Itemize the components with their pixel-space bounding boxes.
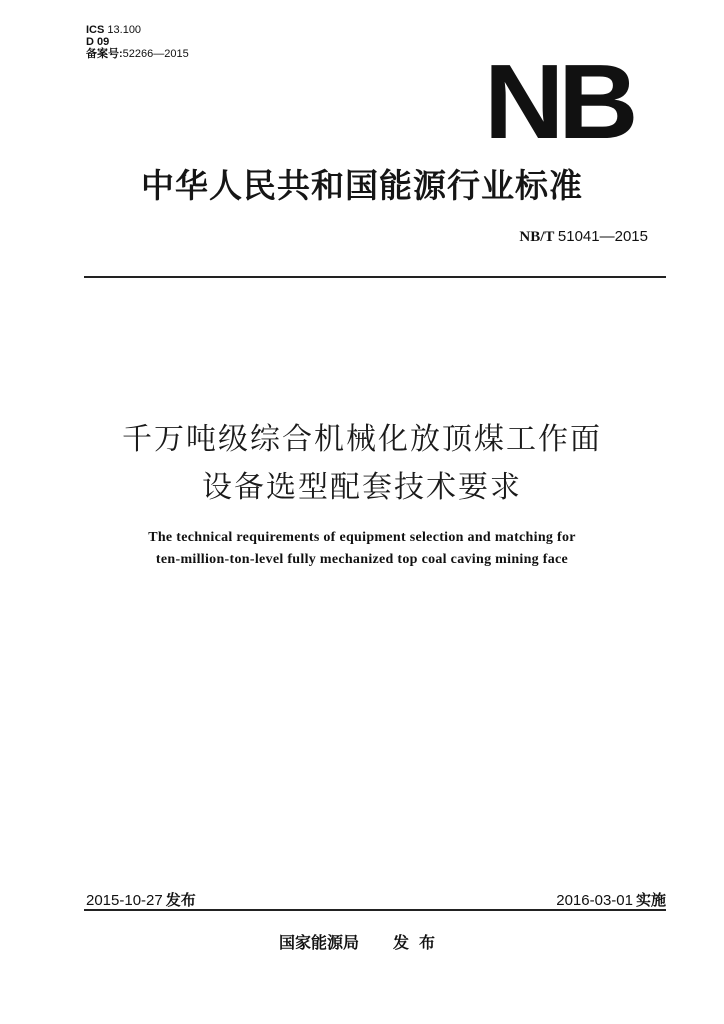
ics-line [86,24,189,36]
publisher-line [0,930,724,953]
effective-date-label: 实施 [635,892,666,909]
top-divider [84,276,666,278]
filing-label: 备案号: [86,48,123,60]
publisher-name: 国家能源局 [278,933,359,952]
nb-logo: NB [484,43,633,161]
publish-date [86,889,196,910]
ccs-code: D 09 [86,36,110,48]
filing-line [86,48,189,60]
classification-codes [86,24,189,60]
ics-label: ICS [86,24,105,36]
standard-category-title: 中华人民共和国能源行业标准 [141,166,583,205]
filing-number: 52266—2015 [122,48,189,60]
bottom-divider [84,909,666,911]
english-title-line-2: ten-million-ton-level fully mechanized top coal caving mining face [155,552,569,567]
standard-number-value: 51041—2015 [557,228,648,245]
publish-date-value: 2015-10-27 [86,892,163,909]
standard-number [519,228,648,246]
effective-date [556,889,666,910]
standard-number-prefix: NB/T [519,229,555,245]
effective-date-value: 2016-03-01 [556,892,633,909]
ics-code: 13.100 [107,24,142,36]
chinese-title-line-2: 设备选型配套技术要求 [202,470,522,505]
publisher-action: 发布 [393,933,446,952]
publish-date-label: 发布 [165,892,196,909]
english-title-line-1: The technical requirements of equipment selection and matching for [148,530,576,545]
chinese-title-line-1: 千万吨级综合机械化放顶煤工作面 [122,422,602,457]
